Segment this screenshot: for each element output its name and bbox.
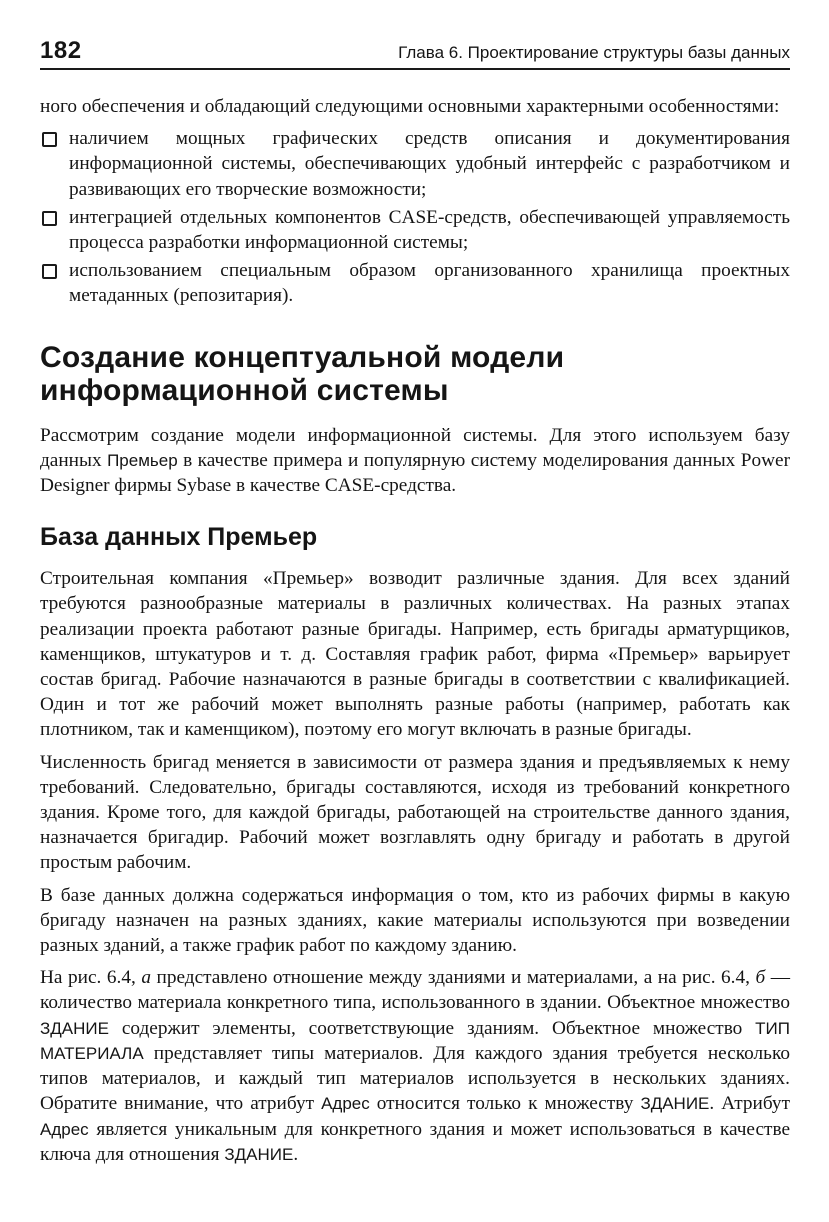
list-item-text: интеграцией отдельных компонентов CASE-средств, обеспечивающей управляемость процесса разработки информационной системы; [69, 206, 790, 254]
text-span: . [293, 1143, 299, 1165]
figure-letter: б [755, 967, 766, 989]
text-span: представлено отношение между зданиями и материалами, а на рис. 6.4, [150, 967, 756, 989]
text-span: На рис. 6.4, [40, 967, 142, 989]
list-item-text: наличием мощных графических средств описания и документирования информационной системы, обеспечивающих удобный интерфейс с разработчиком и развивающих его творческие возможности; [69, 128, 790, 200]
term: Адрес [40, 1119, 89, 1139]
section-paragraph [40, 423, 790, 499]
text-span: является уникальным для конкретного здания и может использоваться в качестве ключа для отношения [40, 1118, 790, 1165]
text-span: относится только к множеству [369, 1093, 641, 1115]
text-span: представляет типы материалов. Для каждого здания требуется несколько типов материалов, и каждый тип материалов используется в нескольких зданиях. Обратите внимание, что атрибут [40, 1042, 790, 1115]
body-paragraph: В базе данных должна содержаться информация о том, кто из рабочих фирмы в какую бригаду назначен на разных зданиях, какие материалы используются при возведении разных зданий, а также график работ по каждому зданию. [40, 884, 790, 957]
text-span: — количество материала конкретного типа, использованного в здании. Объектное множество [40, 967, 790, 1014]
term: Адрес [321, 1094, 370, 1114]
checkbox-icon [42, 264, 57, 279]
list-item [40, 205, 790, 255]
text-span: в качестве примера и популярную систему моделирования данных Power Designer фирмы Sybase в качестве CASE-средства. [40, 449, 791, 497]
section-title-line2: информационной системы [40, 373, 449, 407]
database-name: Премьер [107, 450, 178, 470]
running-head: Глава 6. Проектирование структуры базы данных [398, 43, 790, 62]
intro-paragraph: ного обеспечения и обладающий следующими основными характерными особенностями: [40, 96, 780, 117]
term: ЗДАНИЕ [224, 1144, 294, 1164]
term: ЗДАНИЕ [40, 1018, 109, 1038]
body-paragraph: Строительная компания «Премьер» возводит различные здания. Для всех зданий требуются разнообразные материалы в различных количествах. На разных этапах реализации проекта работают разные бригады. Например, есть бригады арматурщиков, каменщиков, штукатуров и т. д. Составляя график работ, фирма «Премьер» варьирует состав бригад. Рабочие назначаются в разные бригады в соответствии с квалификацией. Один и тот же рабочий может выполнять разные работы (например, работать как плотником, так и каменщиком), поэтому его могут включать в разные бригады. [40, 568, 790, 741]
section-title [40, 341, 790, 407]
figure-letter: а [141, 967, 151, 989]
page-header [40, 36, 790, 70]
list-item [40, 258, 790, 308]
text-span: . Атрибут [709, 1093, 790, 1115]
list-item-text: использованием специальным образом организованного хранилища проектных метаданных (репозитария). [69, 260, 790, 307]
subsection-title: База данных Премьер [40, 523, 318, 552]
term: ТИП МАТЕРИАЛА [40, 1018, 790, 1063]
body-paragraph: Численность бригад меняется в зависимости от размера здания и предъявляемых к нему требований. Следовательно, бригады составляются, исходя из требований конкретного здания. Кроме того, для каждой бригады, работающей на строительстве данного здания, назначается бригадир. Рабочий может возглавлять одну бригаду и работать в другой простым рабочим. [40, 751, 790, 874]
checkbox-icon [42, 132, 57, 147]
feature-list [40, 126, 790, 308]
page-content [40, 94, 790, 1174]
text-span: содержит элементы, соответствующие зданиям. Объектное множество [108, 1017, 756, 1039]
section-title-line1: Создание концептуальной модели [40, 340, 565, 374]
text-span: Рассмотрим создание модели информационной системы. Для этого используем базу данных [40, 424, 790, 471]
term: ЗДАНИЕ [640, 1094, 710, 1114]
page-number: 182 [40, 37, 82, 64]
list-item [40, 126, 790, 202]
body-paragraph [40, 965, 790, 1167]
checkbox-icon [42, 211, 57, 226]
